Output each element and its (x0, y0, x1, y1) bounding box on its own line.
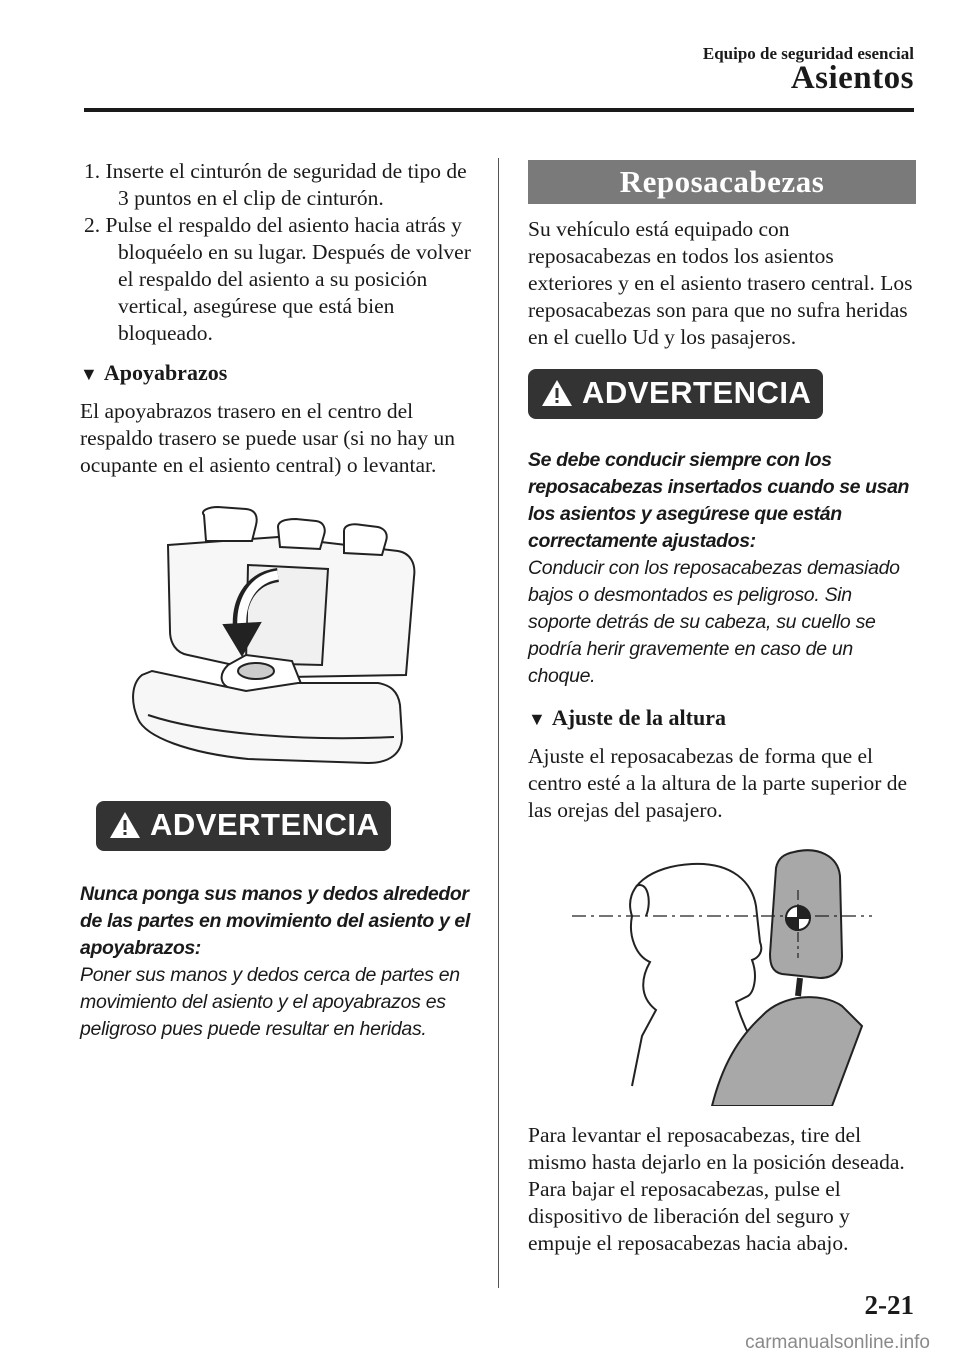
warning-text: Conducir con los reposacabezas demasiado bajos o desmontados es peligroso. Sin soporte detrás de su cabeza, su cuello se podría herir gravemente en caso de un choque. (528, 557, 900, 687)
armrest-text: El apoyabrazos trasero en el centro del respaldo trasero se puede usar (si no hay un ocupante en el asiento central) o levantar. (80, 399, 455, 477)
right-column (528, 160, 916, 1257)
lower-text: Para bajar el reposacabezas, pulse el dispositivo de liberación del seguro y empuje el reposacabezas hacia abajo. (528, 1177, 850, 1255)
left-column (80, 158, 480, 1043)
steps-list (80, 158, 480, 347)
triangle-down-icon: ▼ (528, 709, 546, 729)
warning-bold-text: Nunca ponga sus manos y dedos alrededor de las partes en movimiento del asiento y el apoyabrazos: (80, 883, 470, 959)
page-number: 2-21 (864, 1290, 914, 1320)
warning-triangle-icon (108, 810, 142, 840)
warning-badge: ADVERTENCIA (96, 801, 391, 851)
headrest-intro: Su vehículo está equipado con reposacabezas en todos los asientos exteriores y en el asiento trasero central. Los reposacabezas son para que no sufra heridas en el cuello Ud y los pasajeros. (528, 217, 913, 349)
step-item: 2. Pulse el respaldo del asiento hacia atrás y bloquéelo en su lugar. Después de volver el respaldo del asiento a su posición vertical, asegúrese que está bien bloqueado. (84, 213, 471, 345)
header-section-name: Equipo de seguridad esencial (702, 44, 914, 63)
column-divider (498, 158, 499, 1288)
triangle-down-icon: ▼ (80, 364, 98, 384)
armrest-heading: ▼ Apoyabrazos (80, 360, 228, 385)
page-title: Asientos (790, 60, 914, 96)
warning-text: Poner sus manos y dedos cerca de partes en movimiento del asiento y el apoyabrazos es peligroso pues puede resultar en heridas. (80, 964, 460, 1040)
warning-triangle-icon (540, 378, 574, 408)
step-item: 1. Inserte el cinturón de seguridad de tipo de 3 puntos en el clip de cinturón. (84, 159, 467, 210)
watermark: carmanualsonline.info (745, 1332, 930, 1353)
headrest-height-illustration (572, 846, 872, 1106)
section-title-band: Reposacabezas (528, 160, 916, 204)
rear-seat-illustration (128, 505, 428, 775)
header-rule (84, 108, 914, 112)
raise-text: Para levantar el reposacabezas, tire del mismo hasta dejarlo en la posición deseada. (528, 1123, 905, 1174)
height-text: Ajuste el reposacabezas de forma que el centro esté a la altura de la parte superior de las orejas del pasajero. (528, 744, 908, 822)
warning-bold-text: Se debe conducir siempre con los reposacabezas insertados cuando se usan los asientos y asegúrese que están correctamente ajustados: (528, 449, 910, 552)
height-heading: ▼ Ajuste de la altura (528, 705, 726, 730)
warning-badge: ADVERTENCIA (528, 369, 823, 419)
